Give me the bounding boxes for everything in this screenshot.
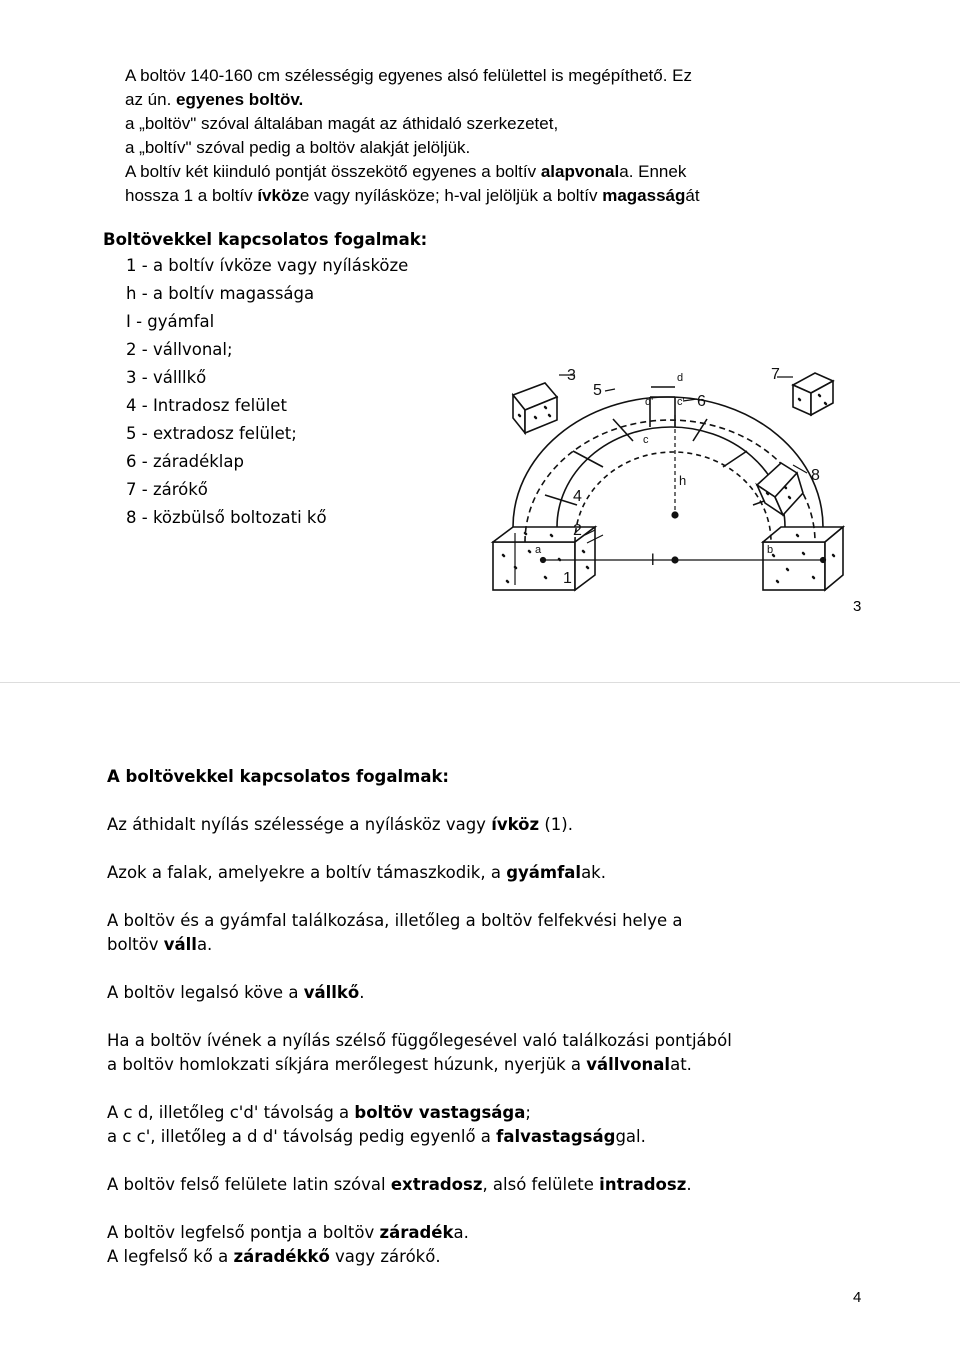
intro-line-3: a „boltöv" szóval általában magát az áthidaló szerkezetet,: [125, 114, 559, 133]
paragraph-vall: [107, 909, 847, 957]
text: ak.: [581, 863, 606, 882]
text: a.: [196, 935, 213, 954]
arch: [513, 387, 823, 542]
text: boltöv: [107, 935, 164, 954]
term-item: 7 - zárókő: [126, 480, 208, 499]
section-heading: A boltövekkel kapcsolatos fogalmak:: [107, 767, 450, 786]
text: at.: [670, 1055, 692, 1074]
diagram-label-h: h: [679, 473, 687, 488]
voussoir-8: [757, 463, 803, 515]
text: vagy zárókő.: [329, 1247, 441, 1266]
text: Azok a falak, amelyekre a boltív támaszkodik, a: [107, 863, 507, 882]
term-item: h - a boltív magassága: [126, 284, 315, 303]
paragraph-line: A boltöv és a gyámfal találkozása, illetőleg a boltöv felfekvési helye a: [107, 911, 683, 930]
text: A c d, illetőleg c'd' távolság a: [107, 1103, 355, 1122]
term-falvastagsag: falvastagság: [496, 1127, 616, 1146]
text: .: [359, 983, 365, 1002]
term-item: I - gyámfal: [126, 312, 215, 331]
diagram-label-8: 8: [811, 467, 820, 484]
term-magassag: magasság: [602, 186, 686, 205]
term-zaradekko: záradékkő: [233, 1247, 330, 1266]
paragraph-zaradek: [107, 1221, 847, 1269]
term-boltov-vastagsaga: boltöv vastagsága: [354, 1103, 526, 1122]
diagram-label-2: 2: [573, 522, 582, 539]
intro-text: a. Ennek: [619, 162, 687, 181]
intro-text: át: [685, 186, 700, 205]
paragraph-line: Ha a boltöv ívének a nyílás szélső függőlegesével való találkozási pontjából: [107, 1031, 732, 1050]
paragraph-line: [107, 981, 847, 1005]
paragraph-gyamfal: [107, 861, 847, 885]
intro-paragraph: [125, 64, 845, 208]
term-ivkoz: ívköz: [491, 815, 540, 834]
diagram-label-5: 5: [593, 382, 602, 399]
intro-line-6: [125, 184, 845, 208]
term-vallko: vállkő: [303, 983, 360, 1002]
term-item: 4 - Intradosz felület: [126, 396, 287, 415]
diagram-label-c: c: [643, 434, 649, 446]
paragraph-vastagsag: [107, 1101, 847, 1149]
term-extradosz: extradosz: [390, 1175, 483, 1194]
diagram-label-7: 7: [771, 366, 780, 383]
term-intradosz: intradosz: [599, 1175, 687, 1194]
paragraph-vallko: [107, 981, 847, 1005]
paragraph-line: [107, 1053, 847, 1077]
terms-list: [126, 252, 408, 532]
diagram-label-b: b: [767, 544, 774, 556]
text: a boltöv homlokzati síkjára merőlegest húzunk, nyerjük a: [107, 1055, 587, 1074]
right-abutment: [763, 527, 843, 590]
term-item: 1 - a boltív ívköze vagy nyílásköze: [126, 256, 409, 275]
page-4: [0, 682, 960, 1368]
paragraph-vallvonal: [107, 1029, 847, 1077]
text: A boltöv legfelső pontja a boltöv: [107, 1223, 380, 1242]
paragraph-line: [107, 1245, 847, 1269]
term-item: 2 - vállvonal;: [126, 340, 233, 359]
intro-line-2: [125, 88, 845, 112]
text: .: [686, 1175, 692, 1194]
voussoir-3: [513, 383, 557, 433]
paragraph-line: [107, 1221, 847, 1245]
term-item: 5 - extradosz felület;: [126, 424, 297, 443]
page-number: 4: [853, 1289, 862, 1306]
text: a c c', illetőleg a d d' távolság pedig egyenlő a: [107, 1127, 497, 1146]
term-item: 3 - válllkő: [126, 368, 207, 387]
text: , alsó felülete: [482, 1175, 600, 1194]
intro-line-1: A boltöv 140-160 cm szélességig egyenes alsó felülettel is megépíthető. Ez: [125, 66, 693, 85]
text: Az áthidalt nyílás szélessége a nyílásköz vagy: [107, 815, 492, 834]
intro-text: az ún.: [125, 90, 177, 109]
paragraph-line: [107, 1101, 847, 1125]
intro-text: e vagy nyílásköze; h-val jelöljük a boltív: [299, 186, 603, 205]
intro-text: A boltív két kiinduló pontját összekötő egyenes a boltív: [125, 162, 541, 181]
text: (1).: [539, 815, 573, 834]
paragraph-ivkoz: [107, 813, 847, 837]
intro-text: hossza 1 a boltív: [125, 186, 258, 205]
diagram-label-3: 3: [567, 367, 576, 384]
text: ;: [525, 1103, 531, 1122]
diagram-label-4: 4: [573, 488, 582, 505]
diagram-label-6: 6: [697, 393, 706, 410]
diagram-label-d-prime: d': [645, 396, 654, 408]
paragraph-line: [107, 933, 847, 957]
term-ivkoz: ívköz: [257, 186, 300, 205]
diagram-label-a: a: [535, 544, 542, 556]
text: a.: [453, 1223, 469, 1242]
intro-line-5: [125, 160, 845, 184]
text: A legfelső kő a: [107, 1247, 234, 1266]
term-zaradek: záradék: [379, 1223, 454, 1242]
voussoir-7: [793, 373, 833, 415]
term-item: 6 - záradéklap: [126, 452, 244, 471]
term-vall: váll: [163, 935, 197, 954]
diagram-label-1: 1: [563, 570, 572, 587]
text: gal.: [615, 1127, 646, 1146]
intro-line-4: a „boltív" szóval pedig a boltöv alakját jelöljük.: [125, 138, 471, 157]
terms-heading: Boltövekkel kapcsolatos fogalmak:: [103, 230, 428, 249]
term-egyenes-boltov: egyenes boltöv.: [176, 90, 304, 109]
text: A boltöv felső felülete latin szóval: [107, 1175, 391, 1194]
page-3: [0, 0, 960, 682]
arch-diagram: [485, 355, 845, 595]
term-item: 8 - közbülső boltozati kő: [126, 508, 327, 527]
paragraph-line: [107, 1125, 847, 1149]
term-alapvonal: alapvonal: [540, 162, 620, 181]
term-gyamfal: gyámfal: [506, 863, 582, 882]
diagram-label-c-prime: c': [677, 396, 685, 408]
diagram-label-d: d: [677, 372, 684, 384]
paragraph-line: [107, 1173, 847, 1197]
paragraph-line: [107, 861, 847, 885]
diagram-label-l: l: [651, 552, 655, 569]
page-number: 3: [853, 598, 862, 615]
text: A boltöv legalsó köve a: [107, 983, 304, 1002]
paragraph-line: [107, 813, 847, 837]
paragraph-extradosz: [107, 1173, 847, 1197]
term-vallvonal: vállvonal: [586, 1055, 671, 1074]
